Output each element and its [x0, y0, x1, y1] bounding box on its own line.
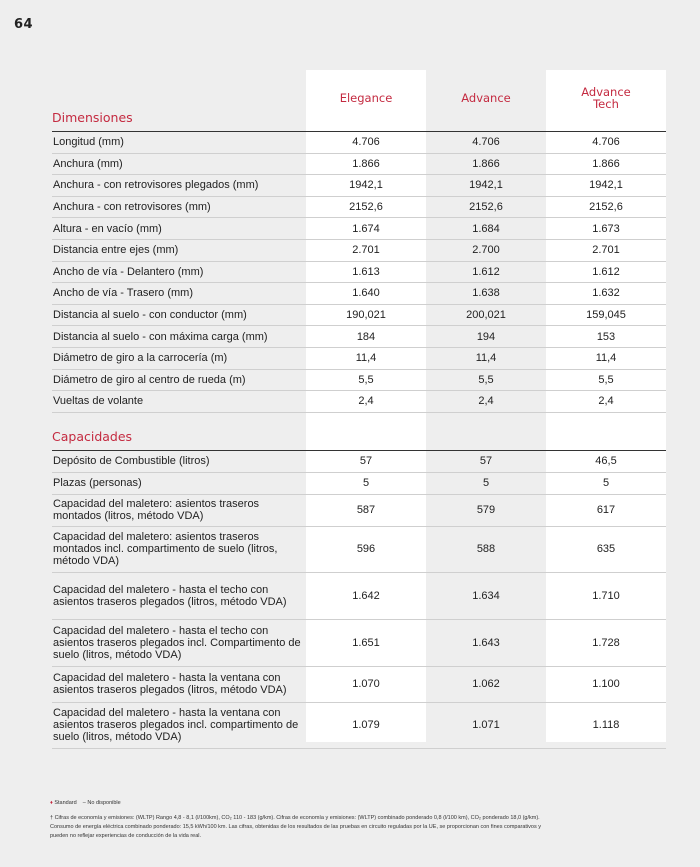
table-row [52, 262, 666, 284]
row-label: Capacidad del maletero - hasta la ventana con asientos traseros plegados incl. compartimento de suelo (litros, método VDA) [53, 707, 299, 744]
cell-value: 5,5 [358, 373, 374, 386]
cell-value: 57 [359, 455, 373, 468]
cell-value: 596 [356, 543, 376, 556]
column-header-1: Advance [461, 90, 511, 105]
table-row [52, 132, 666, 154]
footnote-emissions: † Cifras de economía y emisiones: (WLTP) Rango 4,8 - 8,1 (l/100km), CO₂ 110 - 183 (g/km). Cifras de economía y emisiones: (WLTP) combinado ponderado 0,8 (l/100 km), CO₂ ponderado 18,0 (g/km). Consumo de energía eléctrica combinado ponderado: 15,5 kWh/100 km. Las cifras, obtenidas de los resultados de las pruebas en circuito reguladas por la UE, se proporcionan con fines comparativos y pueden no reflejar experiencias de conducción de la vida real. [50, 815, 541, 839]
cell-value: 2,4 [598, 395, 614, 408]
cell-value: 1.634 [472, 589, 500, 602]
cell-value: 2.701 [352, 244, 380, 257]
cell-value: 190,021 [346, 309, 386, 322]
cell-value: 1.642 [352, 589, 380, 602]
cell-value: 635 [596, 543, 616, 556]
cell-value: 2152,6 [469, 201, 503, 214]
cell-value: 617 [596, 504, 616, 517]
cell-value: 1.643 [472, 636, 500, 649]
cell-value: 1.866 [472, 157, 500, 170]
row-label: Ancho de vía - Delantero (mm) [53, 265, 204, 278]
table-row [52, 495, 666, 527]
cell-value: 1.613 [352, 265, 380, 278]
legend-standard: Standard [54, 800, 77, 806]
row-label: Capacidad del maletero: asientos traseros montados (litros, método VDA) [53, 498, 260, 523]
section-title: Dimensiones [52, 110, 133, 125]
cell-value: 2152,6 [349, 201, 383, 214]
table-row [52, 391, 666, 413]
standard-icon: ♦ [50, 800, 53, 806]
row-label: Longitud (mm) [53, 136, 124, 149]
table-row [52, 667, 666, 703]
cell-value: 11,4 [355, 352, 377, 365]
table-row [52, 573, 666, 620]
cell-value: 587 [356, 504, 376, 517]
table-row [52, 451, 666, 473]
row-label: Distancia al suelo - con conductor (mm) [53, 309, 247, 322]
cell-value: 579 [476, 504, 496, 517]
cell-value: 1.866 [352, 157, 380, 170]
table-row [52, 283, 666, 305]
table-header [52, 70, 666, 132]
cell-value: 1.612 [592, 265, 620, 278]
row-label: Distancia al suelo - con máxima carga (mm) [53, 330, 268, 343]
row-label: Capacidad del maletero: asientos traseros montados incl. compartimento de suelo (litros, método VDA) [53, 531, 278, 568]
cell-value: 4.706 [352, 136, 380, 149]
cell-value: 1942,1 [349, 179, 383, 192]
cell-value: 5,5 [598, 373, 614, 386]
table-row [52, 473, 666, 495]
cell-value: 1.100 [592, 678, 620, 691]
cell-value: 1.640 [352, 287, 380, 300]
cell-value: 11,4 [595, 352, 617, 365]
cell-value: 1.638 [472, 287, 500, 300]
cell-value: 1.728 [592, 636, 620, 649]
row-label: Vueltas de volante [53, 395, 144, 408]
page-number: 64 [14, 17, 34, 32]
footnotes [50, 799, 550, 841]
table-row [52, 175, 666, 197]
table-row [52, 527, 666, 573]
cell-value: 1.612 [472, 265, 500, 278]
spec-table [52, 70, 666, 749]
cell-value: 5 [362, 477, 370, 490]
cell-value: 1.118 [592, 719, 620, 732]
cell-value: 1942,1 [469, 179, 503, 192]
cell-value: 1942,1 [589, 179, 623, 192]
cell-value: 153 [596, 330, 616, 343]
row-label: Diámetro de giro a la carrocería (m) [53, 352, 228, 365]
table-row [52, 348, 666, 370]
row-label: Ancho de vía - Trasero (mm) [53, 287, 193, 300]
row-label: Capacidad del maletero - hasta el techo con asientos traseros plegados incl. Compartimento de suelo (litros, método VDA) [53, 624, 301, 661]
table-row [52, 154, 666, 176]
cell-value: 2,4 [358, 395, 374, 408]
cell-value: 1.632 [592, 287, 620, 300]
cell-value: 194 [476, 330, 496, 343]
section-title: Capacidades [52, 428, 133, 444]
row-label: Distancia entre ejes (mm) [53, 244, 179, 257]
cell-value: 1.684 [472, 222, 500, 235]
row-label: Plazas (personas) [53, 477, 142, 490]
table-row [52, 703, 666, 749]
cell-value: 1.062 [472, 678, 500, 691]
table-row [52, 197, 666, 219]
column-header-0: Elegance [339, 90, 393, 105]
row-label: Altura - en vacío (mm) [53, 222, 162, 235]
cell-value: 2152,6 [589, 201, 623, 214]
cell-value: 1.070 [352, 678, 380, 691]
row-label: Anchura (mm) [53, 157, 123, 170]
table-row [52, 305, 666, 327]
row-label: Anchura - con retrovisores plegados (mm) [53, 179, 259, 192]
cell-value: 184 [356, 330, 376, 343]
cell-value: 4.706 [472, 136, 500, 149]
table-row [52, 326, 666, 348]
row-label: Depósito de Combustible (litros) [53, 455, 210, 468]
section-header [52, 413, 666, 451]
row-label: Anchura - con retrovisores (mm) [53, 201, 211, 214]
table-row [52, 620, 666, 667]
table-row [52, 240, 666, 262]
cell-value: 5 [482, 477, 490, 490]
cell-value: 1.674 [352, 222, 380, 235]
cell-value: 1.079 [352, 719, 380, 732]
cell-value: 1.071 [472, 719, 500, 732]
cell-value: 1.673 [592, 222, 620, 235]
row-label: Capacidad del maletero - hasta la ventana con asientos traseros plegados (litros, método VDA) [53, 672, 287, 697]
cell-value: 1.710 [592, 589, 620, 602]
cell-value: 2.700 [472, 244, 500, 257]
cell-value: 1.651 [352, 636, 380, 649]
cell-value: 11,4 [475, 352, 497, 365]
cell-value: 5 [602, 477, 610, 490]
cell-value: 1.866 [592, 157, 620, 170]
cell-value: 588 [476, 543, 496, 556]
legend-na: – No disponible [82, 800, 121, 806]
cell-value: 46,5 [595, 455, 617, 468]
cell-value: 2.701 [592, 244, 620, 257]
cell-value: 4.706 [592, 136, 620, 149]
cell-value: 2,4 [478, 395, 494, 408]
column-header-2: Advance Tech [581, 84, 631, 111]
table-row [52, 370, 666, 392]
cell-value: 57 [479, 455, 493, 468]
cell-value: 200,021 [466, 309, 506, 322]
row-label: Capacidad del maletero - hasta el techo con asientos traseros plegados (litros, método VDA) [53, 583, 287, 608]
table-row [52, 218, 666, 240]
cell-value: 159,045 [586, 309, 626, 322]
row-label: Diámetro de giro al centro de rueda (m) [53, 373, 246, 386]
cell-value: 5,5 [478, 373, 494, 386]
